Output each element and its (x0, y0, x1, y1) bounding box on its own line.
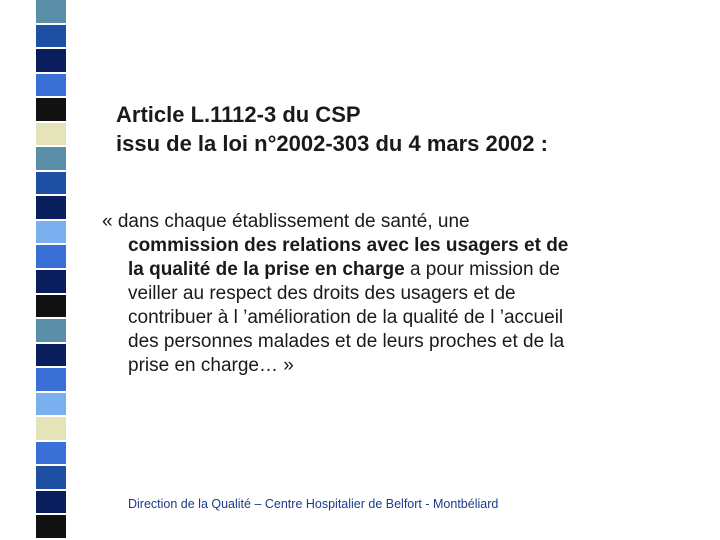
quote-line-7: prise en charge… » (128, 355, 294, 376)
stripe-block (36, 196, 66, 219)
quote-line-1: « dans chaque établissement de santé, une (102, 211, 470, 232)
quote-bold-1: commission des relations avec les usagers et de (128, 235, 569, 256)
stripe-block (36, 319, 66, 342)
stripe-block (36, 25, 66, 48)
stripe-block (36, 245, 66, 268)
slide-title (116, 100, 548, 158)
title-line-2: issu de la loi n°2002-303 du 4 mars 2002 : (116, 131, 548, 156)
stripe-block (36, 442, 66, 465)
slide-footer: Direction de la Qualité – Centre Hospitalier de Belfort - Montbéliard (128, 497, 499, 511)
stripe-block (36, 172, 66, 195)
stripe-block (36, 270, 66, 293)
quote-line-3 (102, 258, 692, 282)
quote-bold-2: la qualité de la prise en charge (128, 259, 405, 280)
stripe-block (36, 417, 66, 440)
stripe-block (36, 123, 66, 146)
stripe-block (36, 515, 66, 538)
title-line-1: Article L.1112-3 du CSP (116, 102, 361, 127)
stripe-block (36, 491, 66, 514)
stripe-block (36, 368, 66, 391)
quote-line-2 (102, 234, 692, 258)
stripe-block (36, 344, 66, 367)
quote-line-6: des personnes malades et de leurs proches et de la (128, 331, 565, 352)
stripe-block (36, 221, 66, 244)
quote-line-4: veiller au respect des droits des usagers et de (128, 283, 516, 304)
quote-paragraph (102, 210, 692, 378)
stripe-block (36, 49, 66, 72)
stripe-block (36, 74, 66, 97)
stripe-block (36, 466, 66, 489)
stripe-block (36, 295, 66, 318)
stripe-block (36, 393, 66, 416)
stripe-block (36, 147, 66, 170)
quote-line-5: contribuer à l ’amélioration de la qualité de l ’accueil (128, 307, 564, 328)
decorative-side-stripe (36, 0, 66, 540)
stripe-block (36, 0, 66, 23)
stripe-block (36, 98, 66, 121)
quote-line-3-rest: a pour mission de (404, 259, 560, 280)
